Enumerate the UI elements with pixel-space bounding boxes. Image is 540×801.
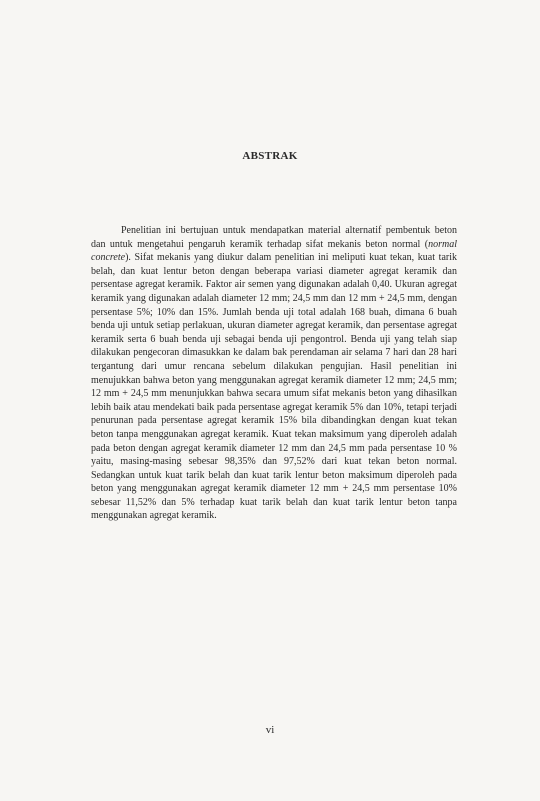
abstract-text-part-1: Penelitian ini bertujuan untuk mendapatkan material alternatif pembentuk beton dan untuk mengetahui pengaruh keramik terhadap sifat mekanis beton normal ( (91, 225, 457, 250)
page-title: ABSTRAK (242, 150, 298, 162)
abstract-text-part-2: ). Sifat mekanis yang diukur dalam penelitian ini meliputi kuat tekan, kuat tarik belah, dan kuat lentur beton dengan beberapa variasi diameter agregat keramik dan persentase agregat keramik. Faktor air semen yang digunakan adalah 0,40. Ukuran agregat keramik yang digunakan adalah diameter 12 mm; 24,5 mm dan 12 mm + 24,5 mm, dengan persentase 5%; 10% dan 15%. Jumlah benda uji total adalah 168 buah, dimana 6 buah benda uji untuk setiap perlakuan, ukuran diameter agregat keramik, dan persentase agregat keramik serta 6 buah benda uji sebagai benda uji pengontrol. Benda uji yang telah siap dilakukan pengecoran dimasukkan ke dalam bak perendaman air selama 7 hari dan 28 hari tergantung dari umur rencana sebelum dilakukan pengujian. Hasil penelitian ini menujukkan bahwa beton yang menggunakan agregat keramik diameter 12 mm; 24,5 mm; 12 mm + 24,5 mm menunjukkan bahwa secara umum sifat mekanis beton yang dihasilkan lebih baik atau mendekati baik pada persentase agregat keramik 5% dan 10%, tetapi terjadi penurunan pada persentase agregat keramik 15% bila dibandingkan dengan kuat tekan beton tanpa menggunakan agregat keramik. Kuat tekan maksimum yang diperoleh adalah pada beton dengan agregat keramik diameter 12 mm dan 24,5 mm pada persentase 10 % yaitu, masing-masing sebesar 98,35% dan 97,52% dari kuat tekan beton normal. Sedangkan untuk kuat tarik belah dan kuat tarik lentur beton maksimum diperoleh pada beton yang menggunakan agregat keramik diameter 12 mm + 24,5 mm persentase 10% sebesar 11,52% dan 5% terhadap kuat tarik belah dan kuat tarik lentur beton tanpa menggunakan agregat keramik. (91, 252, 457, 522)
abstract-paragraph (91, 224, 457, 523)
page-number: vi (265, 724, 275, 736)
abstract-text-italic: normal concrete (91, 238, 457, 264)
